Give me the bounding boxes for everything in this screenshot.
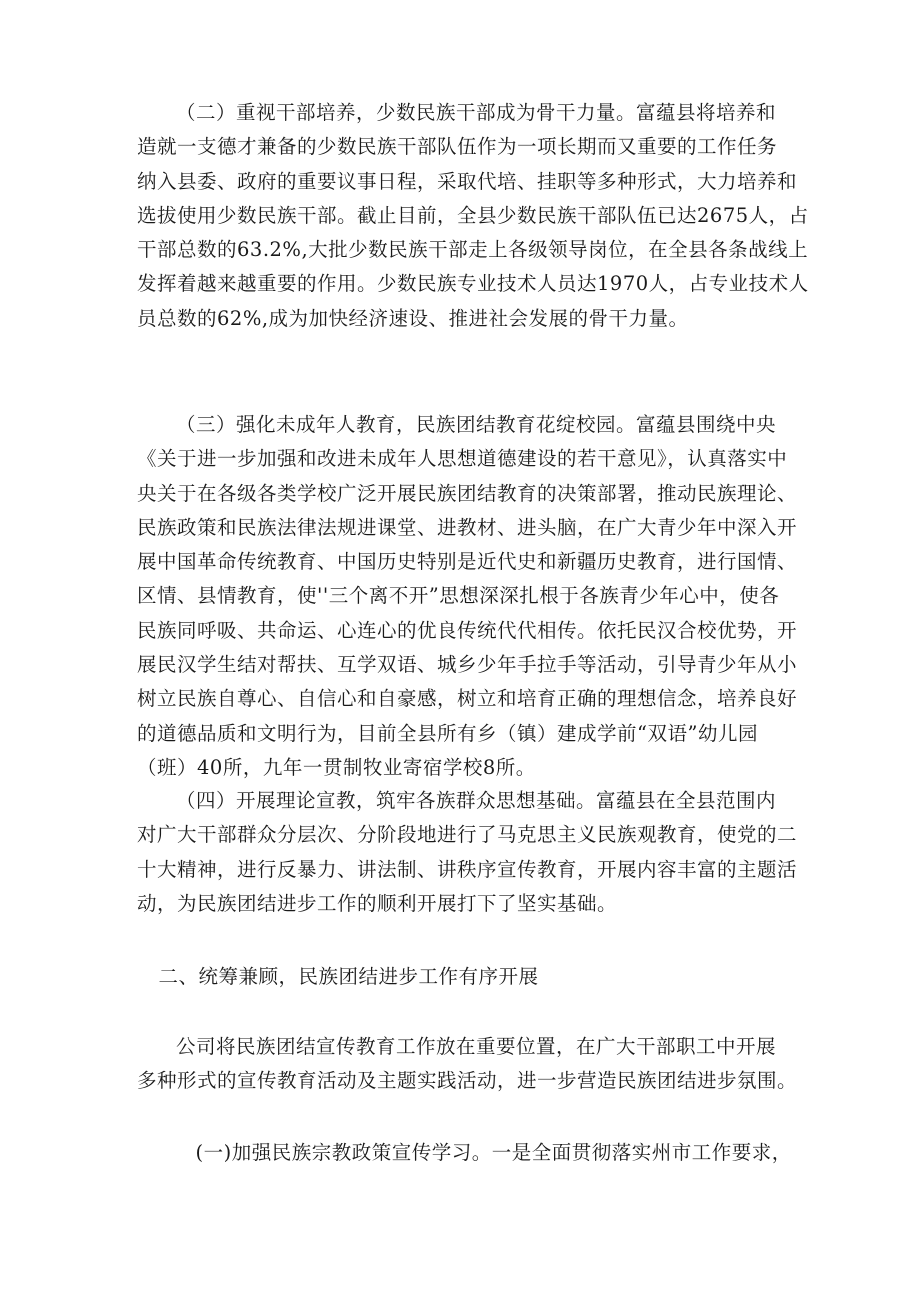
text-line: 多种形式的宣传教育活动及主题实践活动，进一步营造民族团结进步氛围。 (137, 1069, 798, 1093)
paragraph-theory-propaganda (137, 784, 797, 921)
text-line: 对广大干部群众分层次、分阶段地进行了马克思主义民族观教育，使党的二 (137, 823, 798, 847)
text-line: 展民汉学生结对帮扶、互学双语、城乡少年手拉手等活动，引导青少年从小 (137, 653, 798, 677)
text-line: 展中国革命传统教育、中国历史特别是近代史和新疆历史教育，进行国情、 (137, 550, 798, 574)
paragraph-policy-study (137, 1136, 792, 1170)
text-line: 民族同呼吸、共命运、心连心的优良传统代代相传。依托民汉合校优势，开 (137, 618, 798, 642)
paragraph-company (137, 1030, 797, 1099)
text-line: （二）重视干部培养，少数民族干部成为骨干力量。富蕴县将培养和 (176, 101, 777, 124)
text-line: 干部总数的63.2%,大批少数民族干部走上各级领导岗位，在全县各条战线上 (137, 238, 809, 262)
text-line: 造就一支德才兼备的少数民族干部队伍作为一项长期而又重要的工作任务 (137, 135, 778, 159)
section-heading (137, 960, 538, 994)
text-line: 选拔使用少数民族干部。截止目前，全县少数民族干部队伍已达2675人，占 (137, 203, 809, 227)
text-line: 央关于在各级各类学校广泛开展民族团结教育的决策部署，推动民族理论、 (137, 481, 798, 505)
text-line: （班）40所，九年一贯制牧业寄宿学校8所。 (137, 755, 536, 779)
heading-text: 二、统筹兼顾，民族团结进步工作有序开展 (158, 965, 539, 988)
text-line: 区情、县情教育，使''三个离不开”思想深深扎根于各族青少年心中，使各 (137, 584, 780, 608)
text-line: （四）开展理论宣教，筑牢各族群众思想基础。富蕴县在全县范围内 (176, 789, 777, 812)
text-line: （三）强化未成年人教育，民族团结教育花绽校园。富蕴县围绕中央 (176, 413, 777, 436)
text-line: 纳入县委、政府的重要议事日程，采取代培、挂职等多种形式，大力培养和 (137, 169, 798, 193)
text-line: (一)加强民族宗教政策宣传学习。一是全面贯彻落实州市工作要求， (195, 1141, 792, 1164)
text-line: 十大精神，进行反暴力、讲法制、讲秩序宣传教育，开展内容丰富的主题活 (137, 857, 798, 881)
paragraph-cadre-training (137, 96, 809, 336)
text-line: 员总数的62%,成为加快经济速设、推进社会发展的骨干力量。 (137, 306, 689, 330)
text-line: 公司将民族团结宣传教育工作放在重要位置，在广大干部职工中开展 (176, 1035, 777, 1058)
text-line: 动，为民族团结进步工作的顺利开展打下了坚实基础。 (137, 891, 618, 915)
text-line: 发挥着越来越重要的作用。少数民族专业技术人员达1970人，占专业技术人 (137, 272, 809, 296)
paragraph-youth-education (137, 408, 797, 785)
text-line: 树立民族自尊心、自信心和自豪感，树立和培育正确的理想信念，培养良好 (137, 687, 798, 711)
text-line: 民族政策和民族法律法规进课堂、进教材、进头脑，在广大青少年中深入开 (137, 515, 798, 539)
text-line: 的道德品质和文明行为，目前全县所有乡（镇）建成学前“双语”幼儿园 (137, 721, 758, 745)
text-line: 《关于进一步加强和改进未成年人思想道德建设的若干意见》，认真落实中 (137, 447, 788, 471)
